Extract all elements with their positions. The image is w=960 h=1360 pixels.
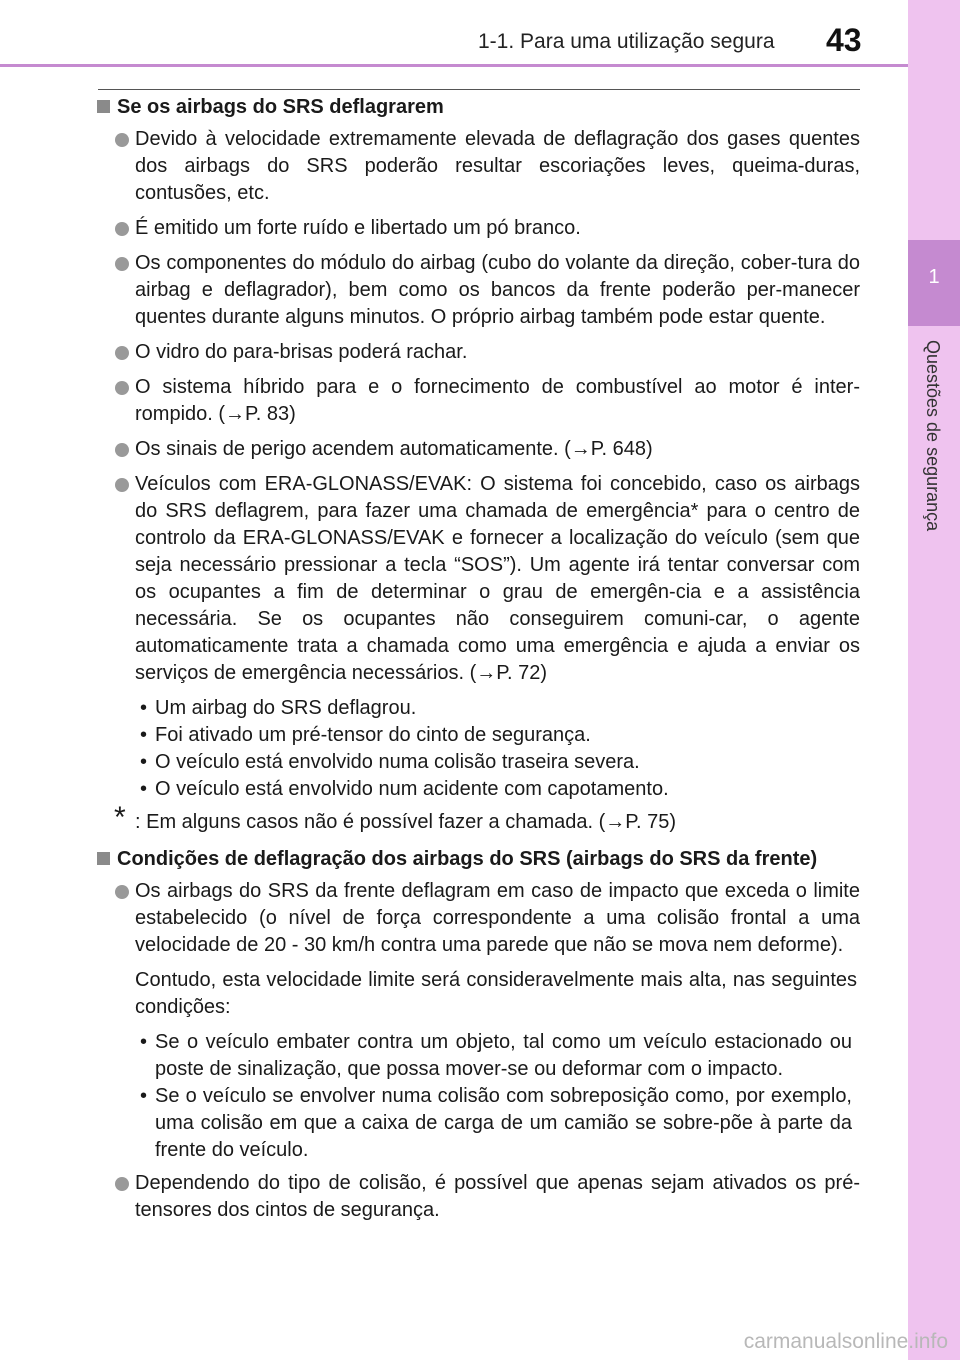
list-item bbox=[97, 471, 860, 687]
page-number: 43 bbox=[826, 22, 862, 58]
dot-bullet-icon: • bbox=[140, 751, 148, 773]
sub-item bbox=[135, 776, 860, 803]
chapter-number: 1 bbox=[928, 266, 940, 288]
circle-bullet-icon bbox=[115, 133, 129, 147]
list-item bbox=[97, 374, 860, 428]
list-item bbox=[97, 339, 860, 366]
paragraph: Contudo, esta velocidade limite será consideravelmente mais alta, nas seguintes condições: bbox=[135, 969, 857, 1018]
circle-bullet-icon bbox=[115, 1177, 129, 1191]
list-item-text: Dependendo do tipo de colisão, é possível que apenas sejam ativados os pré-tensores dos cintos de segurança. bbox=[135, 1172, 860, 1221]
sub-item bbox=[135, 695, 860, 722]
list-item bbox=[97, 878, 860, 959]
dot-bullet-icon: • bbox=[140, 697, 148, 719]
sub-item-text: Foi ativado um pré-tensor do cinto de segurança. bbox=[155, 724, 591, 746]
chapter-sidebar bbox=[908, 0, 960, 1360]
circle-bullet-icon bbox=[115, 346, 129, 360]
condition-list bbox=[135, 695, 860, 803]
list-item bbox=[97, 126, 860, 207]
footnote bbox=[97, 801, 860, 836]
dot-bullet-icon: • bbox=[140, 778, 148, 800]
list-item bbox=[97, 436, 860, 463]
sub-item bbox=[135, 1083, 852, 1164]
square-bullet-icon bbox=[97, 100, 110, 113]
circle-bullet-icon bbox=[115, 478, 129, 492]
sub-item-text: Um airbag do SRS deflagrou. bbox=[155, 697, 417, 719]
list-item-text: Os sinais de perigo acendem automaticamente. (→P. 648) bbox=[135, 438, 653, 460]
circle-bullet-icon bbox=[115, 257, 129, 271]
chapter-title: Questões de segurança bbox=[923, 340, 943, 532]
section-title: Condições de deflagração dos airbags do SRS (airbags do SRS da frente) bbox=[117, 848, 818, 870]
content-top-rule bbox=[98, 89, 860, 90]
list-item bbox=[97, 1170, 860, 1224]
list-item-text: Veículos com ERA-GLONASS/EVAK: O sistema foi concebido, caso os airbags do SRS deflagrem, para fazer uma chamada de emergência* para o centro de controlo da ERA-GLONASS/EVAK e fornecer a localização do veículo (sem que seja necessário pressionar a tecla “SOS”). Um agente irá tentar conversar com os ocupantes a fim de determinar o grau de emergên-cia e a assistência necessária. Se os ocupantes não conseguirem comuni-car, o agente automaticamente trata a chamada como uma emergência e ajuda a enviar os serviços de emergência necessários. (→P. 72) bbox=[135, 473, 860, 684]
sub-item bbox=[135, 722, 860, 749]
condition-list bbox=[135, 1029, 852, 1164]
sub-item-text: Se o veículo se envolver numa colisão com sobreposição como, por exemplo, uma colisão em que a caixa de carga de um camião se sobre-põe à parte da frente do veículo. bbox=[155, 1085, 852, 1161]
list-item bbox=[97, 250, 860, 331]
sub-item-text: O veículo está envolvido numa colisão traseira severa. bbox=[155, 751, 640, 773]
list-item bbox=[97, 215, 860, 242]
section-title: Se os airbags do SRS deflagrarem bbox=[117, 96, 444, 118]
list-item-text: Devido à velocidade extremamente elevada de deflagração dos gases quentes dos airbags do SRS poderão resultar escoriações leves, queima-duras, contusões, etc. bbox=[135, 128, 860, 204]
footnote-text: : Em alguns casos não é possível fazer a chamada. (→P. 75) bbox=[135, 811, 677, 833]
watermark: carmanualsonline.info bbox=[743, 1330, 948, 1353]
section-heading bbox=[97, 94, 860, 121]
circle-bullet-icon bbox=[115, 443, 129, 457]
circle-bullet-icon bbox=[115, 222, 129, 236]
list-item-text: Os componentes do módulo do airbag (cubo do volante da direção, cober-tura do airbag e deflagrador), bem como os bancos da frente poderão per-manecer quentes durante alguns minutos. O próprio airbag também pode estar quente. bbox=[135, 252, 860, 328]
running-header: 1-1. Para uma utilização segura bbox=[478, 30, 775, 53]
dot-bullet-icon: • bbox=[140, 1085, 148, 1107]
page-content bbox=[97, 94, 860, 1232]
list-item-text: É emitido um forte ruído e libertado um pó branco. bbox=[135, 217, 581, 239]
sub-item-text: O veículo está envolvido num acidente com capotamento. bbox=[155, 778, 669, 800]
sub-item-text: Se o veículo embater contra um objeto, tal como um veículo estacionado ou poste de sinalização, que possa mover-se ou deformar com o impacto. bbox=[155, 1031, 852, 1080]
section-heading bbox=[97, 846, 860, 873]
dot-bullet-icon: • bbox=[140, 724, 148, 746]
list-item-text: Os airbags do SRS da frente deflagram em caso de impacto que exceda o limite estabelecido (o nível de força correspondente a uma colisão frontal a uma velocidade de 20 - 30 km/h contra uma parede que não se mova nem deforme). bbox=[135, 880, 860, 956]
header-rule bbox=[0, 64, 908, 67]
list-item-text: O vidro do para-brisas poderá rachar. bbox=[135, 341, 468, 363]
footnote-marker: * bbox=[114, 801, 126, 834]
sub-item bbox=[135, 749, 860, 776]
sub-item bbox=[135, 1029, 852, 1083]
circle-bullet-icon bbox=[115, 381, 129, 395]
dot-bullet-icon: • bbox=[140, 1031, 148, 1053]
circle-bullet-icon bbox=[115, 885, 129, 899]
square-bullet-icon bbox=[97, 852, 110, 865]
list-item-text: O sistema híbrido para e o fornecimento de combustível ao motor é inter-rompido. (→P. 83) bbox=[135, 376, 860, 425]
